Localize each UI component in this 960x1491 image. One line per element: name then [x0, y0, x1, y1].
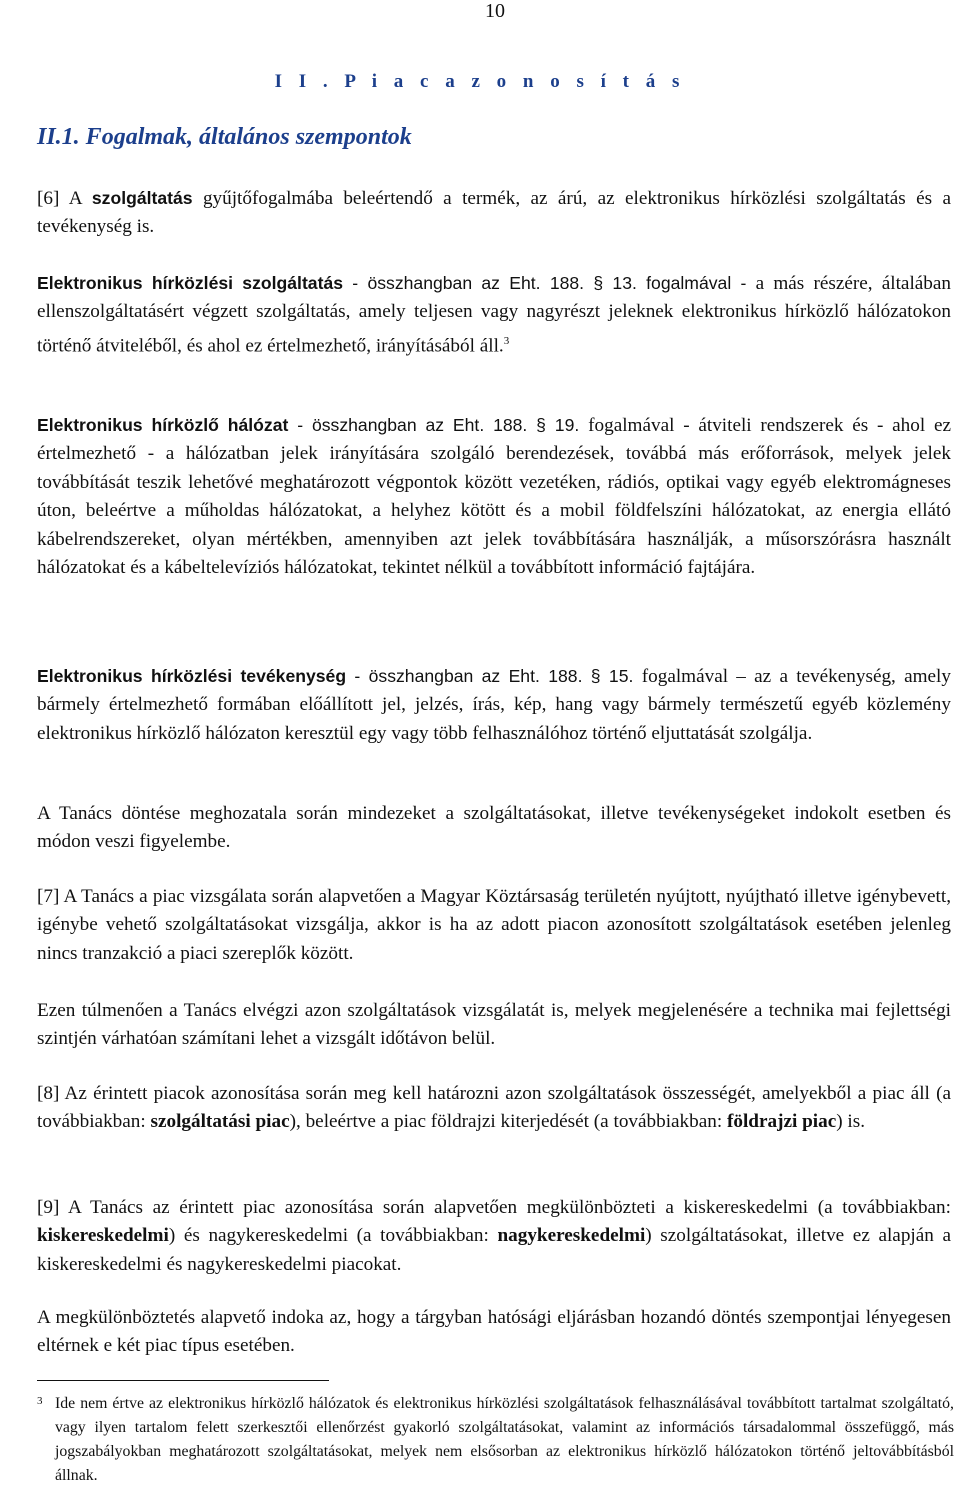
definition-service: Elektronikus hírközlési szolgáltatás - összhangban az Eht. 188. § 13. fogalmával - a más részére, általában ellenszolgáltatásért végzett szolgáltatás, amely teljesen vagy nagyrészt jeleknek elektronikus hírközlő hálózatokon történő átviteléből, és ahol ez értelmezhető, irányításából áll.$^3$	[37, 273, 951, 357]
defined-term: szolgáltatás	[91, 188, 193, 208]
defined-term: szolgáltatási piac	[150, 1111, 290, 1133]
defined-term: kiskereskedelmi	[37, 1225, 169, 1247]
paragraph-number: [8]	[37, 1083, 60, 1104]
paragraph-number: [6]	[37, 188, 60, 209]
page-number: 10	[485, 0, 505, 22]
paragraph-7: [7] A Tanács a piac vizsgálata során alapvetően a Magyar Köztársaság területén nyújtott, nyújtható illetve igénybevett, igénybe vehető szolgáltatásokat vizsgálja, akkor is ha az adott piacon azonosított szolgáltatások esetében jelenleg nincs tranzakció a piaci szereplők között.	[37, 886, 951, 964]
paragraph-number: [7]	[37, 886, 60, 907]
defined-term: Elektronikus hírközlési tevékenység	[37, 666, 347, 686]
paragraph-9: [9] A Tanács az érintett piac azonosítása során alapvetően megkülönbözteti a kiskereskedelmi (a továbbiakban: kiskereskedelmi) és nagykereskedelmi (a továbbiakban: nagykereskedelmi) szolgáltatásokat, illetve ez alapján a kiskereskedelmi és nagykereskedelmi piacokat.	[37, 1197, 951, 1275]
defined-term: földrajzi piac	[726, 1111, 837, 1133]
paragraph-6: [6] A szolgáltatás gyűjtőfogalmába beleértendő a termék, az árú, az elektronikus hírközlési szolgáltatás és a tevékenység is.	[37, 188, 951, 238]
defined-term: Elektronikus hírközlési szolgáltatás	[37, 273, 344, 293]
paragraph-additional: Ezen túlmenően a Tanács elvégzi azon szolgáltatások vizsgálatát is, melyek megjelenésére a technika mai fejlettségi szintjén várhatóan számítani lehet a vizsgált időtávon belül.	[37, 1000, 951, 1050]
footnote	[37, 1392, 954, 1488]
paragraph-distinction: A megkülönböztetés alapvető indoka az, hogy a tárgyban hatósági eljárásban hozandó döntés szempontjai lényegesen eltérnek e két piac típus esetében.	[37, 1307, 951, 1357]
subsection-title: II.1. Fogalmak, általános szempontok	[37, 124, 412, 150]
definition-activity: Elektronikus hírközlési tevékenység - összhangban az Eht. 188. § 15. fogalmával – az a tevékenység, amely bármely értelmezhető formában előállított jel, jelzés, írás, kép, hang vagy bármely természetű egyéb közlemény elektronikus hírközlő hálózaton keresztül egy vagy több felhasználóhoz történő eljuttatását szolgálja.	[37, 666, 951, 744]
footnote-separator	[37, 1380, 329, 1381]
paragraph-number: [9]	[37, 1197, 60, 1218]
definition-network: Elektronikus hírközlő hálózat - összhangban az Eht. 188. § 19. fogalmával - átviteli rendszerek és - ahol ez értelmezhető - a hálózatban jelek irányítására szolgáló berendezések, továbbá más erőforrások, melyek jelek továbbítását teszik lehetővé meghatározott végpontok között vezetéken, rádiós, optikai vagy egyéb elektromágneses úton, beleértve a műholdas hálózatokat, a helyhez kötött és a mobil földfelszíni hálózatokat, az energia ellátó kábelrendszereket, olyan mértékben, amennyiben azt jelek továbbítására használják, a műsorszórásra használt hálózatokat és a kábeltelevíziós hálózatokat, tekintet nélkül a továbbított információ fajtájára.	[37, 415, 951, 579]
defined-term: nagykereskedelmi	[497, 1225, 646, 1247]
paragraph-8: [8] Az érintett piacok azonosítása során meg kell határozni azon szolgáltatások összességét, amelyekből a piac áll (a továbbiakban: szolgáltatási piac), beleértve a piac földrajzi kiterjedését (a továbbiakban: földrajzi piac) is.	[37, 1083, 951, 1133]
footnote-ref[interactable]: 3	[503, 334, 510, 347]
paragraph-council-decision: A Tanács döntése meghozatala során mindezeket a szolgáltatásokat, illetve tevékenységeket indokolt esetben és módon veszi figyelembe.	[37, 803, 951, 853]
section-title: I I . P i a c a z o n o s í t á s	[274, 71, 686, 92]
defined-term: Elektronikus hírközlő hálózat	[37, 415, 289, 435]
footnote-text: Ide nem értve az elektronikus hírközlő hálózatok és elektronikus hírközlési szolgáltatások felhasználásával továbbított tartalmat szolgáltató, vagy ilyen tartalom felett szerkesztői ellenőrzést gyakorló szolgáltatásokat, valamint az információs társadalommal összefüggő, más jogszabályokban meghatározott szolgáltatásokat, melyek nem elsősorban az elektronikus hírközlő hálózatokon történő jeltovábbításból állnak.	[55, 1395, 954, 1484]
footnote-mark: 3	[37, 1395, 43, 1407]
